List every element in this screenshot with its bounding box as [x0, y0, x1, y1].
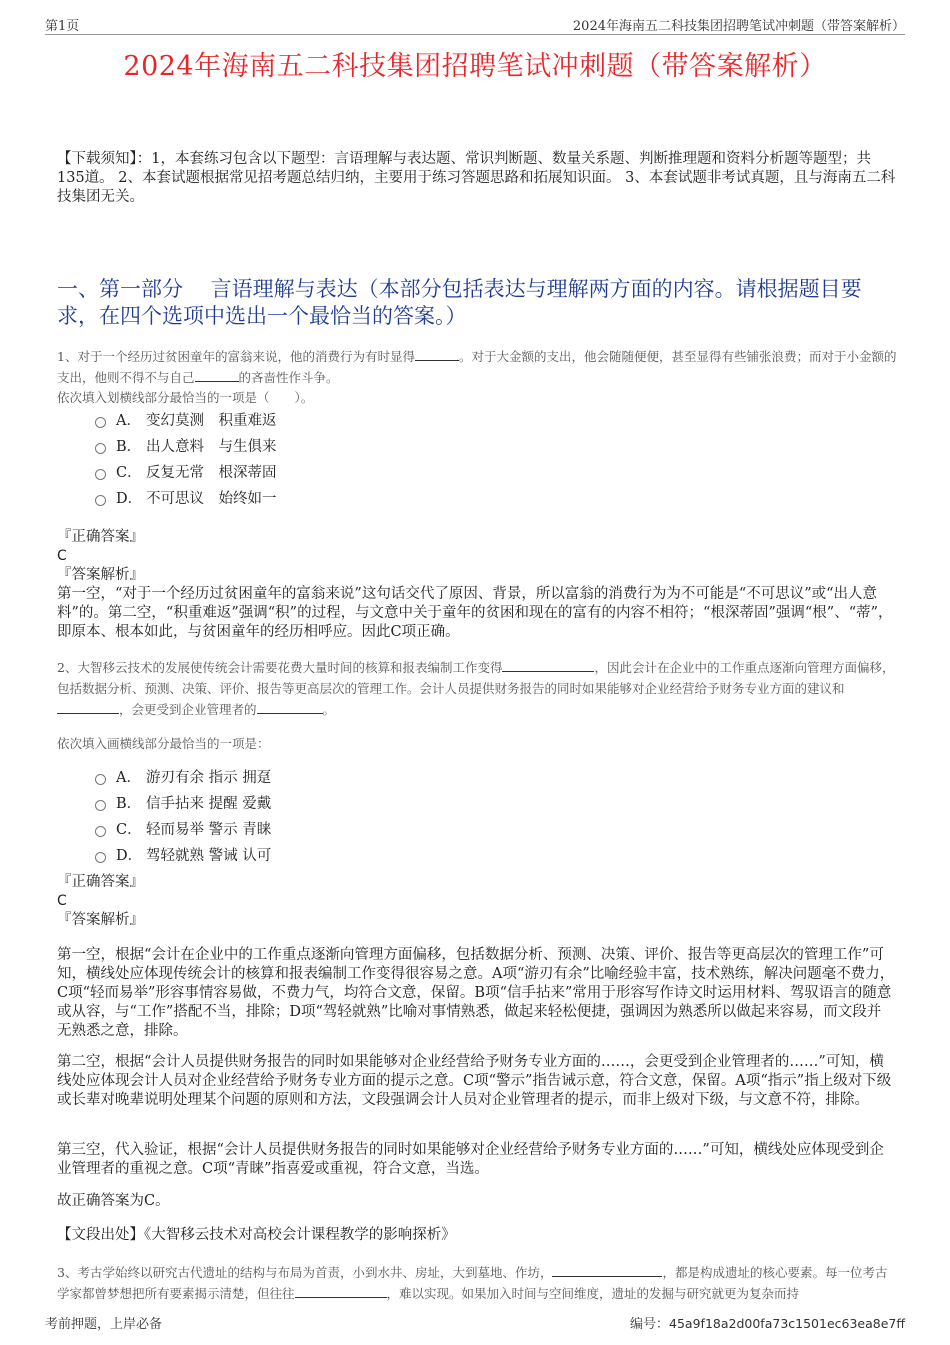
radio-icon[interactable]: [95, 469, 106, 480]
answer-label: 『正确答案』: [57, 874, 144, 890]
option-letter: C．: [116, 464, 142, 481]
question-2-text-a: 2、大智移云技术的发展使传统会计需要花费大量时间的核算和报表编制工作变得: [57, 660, 503, 675]
question-2-options: [95, 763, 271, 867]
option-d[interactable]: [95, 484, 277, 510]
question-1-stem: [57, 346, 897, 388]
analysis-paragraph-1: 第一空，根据“会计在企业中的工作重点逐渐向管理方面偏移，包括数据分析、预测、决策、评价、报告等更高层次的管理工作”可知，横线处应体现传统会计的核算和报表编制工作变得很容易之意。A项“游刃有余”比喻经验丰富，技术熟练，解决问题毫不费力，C项“轻而易举”形容事情容易做，不费力气，均符合文意，保留。B项“信手拈来”常用于形容写作诗文时运用材料、驾驭语言的随意或从容，与“工作”搭配不当，排除；D项“驾轻就熟”比喻对事情熟悉，做起来轻松便捷，强调因为熟悉所以做起来容易，而文段并无熟悉之意，排除。: [57, 947, 895, 1039]
correct-answer: C: [57, 893, 67, 909]
footer-code-label: 编号：: [630, 1317, 670, 1332]
blank-line: [57, 701, 119, 714]
question-1-text-b: 。对于大金额的支出，他会随随便便，甚至显得有些铺张浪费；而对于小金额的支出，他则不得不与自己: [57, 349, 897, 385]
blank-line: [257, 701, 323, 714]
radio-icon[interactable]: [95, 852, 106, 863]
correct-answer: C: [57, 548, 67, 564]
section-heading: 一、第一部分 言语理解与表达（本部分包括表达与理解两方面的内容。请根据题目要求，在四个选项中选出一个最恰当的答案。）: [57, 277, 862, 328]
radio-icon[interactable]: [95, 774, 106, 785]
option-letter: A．: [116, 412, 141, 429]
question-2-text-c: ，会更受到企业管理者的: [119, 702, 257, 717]
source-citation: 【文段出处】《大智移云技术对高校会计课程教学的影响探析》: [57, 1227, 456, 1243]
analysis-label: 『答案解析』: [57, 912, 144, 928]
analysis-text: 第一空，“对于一个经历过贫困童年的富翁来说”这句话交代了原因、背景，所以富翁的消费行为为不可能是“不可思议”或“出人意料”的。第二空，“积重难返”强调“积”的过程，与文意中关于童年的贫困和现在的富有的内容不相符；“根深蒂固”强调“根”、“蒂”，即原本、根本如此，与贫困童年的经历相呼应。因此C项正确。: [57, 586, 893, 640]
option-text: 不可思议 始终如一: [146, 490, 277, 507]
option-a[interactable]: [95, 406, 277, 432]
option-text: 信手拈来 提醒 爱戴: [146, 795, 272, 812]
analysis-paragraph-2: 第二空，根据“会计人员提供财务报告的同时如果能够对企业经营给予财务专业方面的……，会更受到企业管理者的……”可知，横线处应体现会计人员对企业经营给予财务专业方面的提示之意。C项“警示”指告诫示意，符合文意，保留。A项“指示”指上级对下级或长辈对晚辈说明处理某个问题的原则和方法，文段强调会计人员对企业管理者的提示，而非上级对下级，与文意不符，排除。: [57, 1054, 892, 1108]
blank-line: [552, 1264, 662, 1277]
question-1-options: [95, 406, 277, 510]
question-3-stem: [57, 1262, 897, 1304]
analysis-label: 『答案解析』: [57, 567, 144, 583]
question-1-text-c: 的吝啬性作斗争。: [238, 370, 339, 385]
question-3-text-b: ，都是构成遗址的核心要素。每一位考古学家都曾梦想把所有要素揭示清楚，但往往: [57, 1265, 888, 1301]
question-1-answer-block: [57, 528, 897, 642]
option-letter: D．: [116, 490, 143, 507]
option-b[interactable]: [95, 432, 277, 458]
download-notice: 【下载须知】：1，本套练习包含以下题型：言语理解与表达题、常识判断题、数量关系题、判断推理题和资料分析题等题型；共135道。 2、本套试题根据常见招考题总结归纳，主要用于练习答题思路和拓展知识面。 3、本套试题非考试真题，且与海南五二科技集团无关。: [57, 151, 896, 205]
option-letter: C．: [116, 821, 142, 838]
header-doc-title: 2024年海南五二科技集团招聘笔试冲刺题（带答案解析）: [572, 19, 905, 34]
question-2-text-b: ，因此会计在企业中的工作重点逐渐向管理方面偏移，包括数据分析、预测、决策、评价、报告等更高层次的管理工作。会计人员提供财务报告的同时如果能够对企业经营给予财务专业方面的建议和: [57, 660, 895, 696]
option-text: 出人意料 与生俱来: [146, 438, 277, 455]
page-number: 第1页: [45, 19, 80, 34]
question-2-instruction: 依次填入画横线部分最恰当的一项是：: [57, 736, 270, 751]
option-text: 驾轻就熟 警诫 认可: [146, 847, 272, 864]
radio-icon[interactable]: [95, 800, 106, 811]
question-2-stem: [57, 657, 897, 720]
option-c[interactable]: [95, 458, 277, 484]
radio-icon[interactable]: [95, 826, 106, 837]
footer-code: [630, 1313, 905, 1332]
option-b[interactable]: [95, 789, 271, 815]
question-1-instruction: 依次填入划横线部分最恰当的一项是（ ）。: [57, 390, 314, 405]
question-3-text-c: ，难以实现。如果加入时间与空间维度，遗址的发掘与研究就更为复杂而持: [386, 1286, 800, 1301]
question-2-answer-block: [57, 873, 897, 930]
option-letter: B．: [116, 438, 142, 455]
option-text: 变幻莫测 积重难返: [146, 412, 277, 429]
blank-line: [295, 1285, 387, 1298]
analysis-conclusion: 故正确答案为C。: [57, 1193, 170, 1209]
question-1-text-a: 1、对于一个经历过贫困童年的富翁来说，他的消费行为有时显得: [57, 349, 415, 364]
page-header: [45, 14, 905, 35]
blank-line: [195, 369, 239, 382]
footer-slogan: 考前押题，上岸必备: [45, 1317, 163, 1332]
question-2-text-d: 。: [322, 702, 336, 717]
option-a[interactable]: [95, 763, 271, 789]
option-letter: B．: [116, 795, 142, 812]
question-3-text-a: 3、考古学始终以研究古代遗址的结构与布局为首责，小到水井、房址，大到墓地、作坊，: [57, 1265, 553, 1280]
option-d[interactable]: [95, 841, 271, 867]
blank-line: [415, 348, 459, 361]
radio-icon[interactable]: [95, 417, 106, 428]
option-text: 反复无常 根深蒂固: [146, 464, 277, 481]
option-text: 游刃有余 指示 拥趸: [146, 769, 272, 786]
analysis-paragraph-3: 第三空，代入验证，根据“会计人员提供财务报告的同时如果能够对企业经营给予财务专业方面的……”可知，横线处应体现受到企业管理者的重视之意。C项“青睐”指喜爱或重视，符合文意，当选。: [57, 1142, 884, 1177]
page-title: 2024年海南五二科技集团招聘笔试冲刺题（带答案解析）: [123, 51, 827, 82]
footer-code-value: 45a9f18a2d00fa73c1501ec63ea8e7ff: [669, 1316, 905, 1331]
blank-line: [502, 659, 594, 672]
option-letter: A．: [116, 769, 141, 786]
option-letter: D．: [116, 847, 143, 864]
radio-icon[interactable]: [95, 443, 106, 454]
radio-icon[interactable]: [95, 495, 106, 506]
option-c[interactable]: [95, 815, 271, 841]
answer-label: 『正确答案』: [57, 529, 144, 545]
option-text: 轻而易举 警示 青睐: [146, 821, 272, 838]
